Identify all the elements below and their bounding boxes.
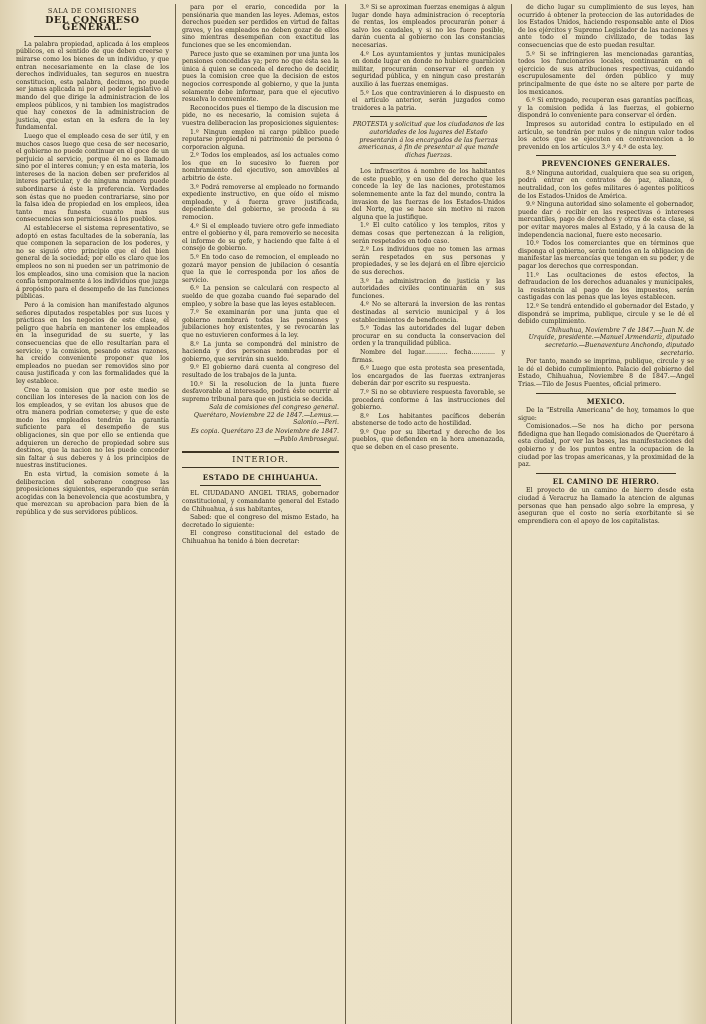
prevenciones-heading: PREVENCIONES GENERALES. [541, 159, 671, 169]
paragraph: para por el erario, concedida por la pensiónaria que manden las leyes. Ademas, estos derechos pueden ser perdidos en virtud de faltas graves, y los empleados no deben gozar de ellos sino mientras desempeñan con exactitud las funciones que se les encomiendan. [182, 4, 339, 49]
publish-line: Por tanto, mando se imprima, publique, circule y se le dé el debido cumplimiento. Palacio del gobierno del Estado, Chihuahua, Noviembre 8 de 1847.—Angel Trias.—Tilo de Jesus Fuentes, oficial primero. [518, 358, 694, 388]
column-2 [175, 4, 345, 1024]
article: 5.º En todo caso de remocion, el empleado no gozará mayor pension de jubilacion ó cesantía que la que le corresponda por los años de servicio. [182, 254, 339, 284]
paragraph: Parece justo que se examinen por una junta los pensiones concedidas ya; pero no que ésta sea la única á quien se conceda el derecho de decidir, pues la comision cree que la decision de estos negocios corresponde al gobierno, y que la junta solamente debe informar, para que el ejecutivo resuelva lo conveniente. [182, 50, 339, 104]
divider [536, 393, 676, 394]
divider [370, 116, 487, 117]
article: 7.º Se examinarán por una junta que el gobierno nombrará todas las pensiones y jubilaciones hoy existentes, y se revocarán las que no estuvieren conformes á la ley. [182, 309, 339, 339]
article: 1.º Ningun empleo ni cargo público puede reputarse propiedad ni patrimonio de persona ó corporacion alguna. [182, 128, 339, 151]
paragraph: Comisionados.—Se nos ha dicho por persona fidedigna que han llegado comisionados de Querétaro á esta ciudad, por ver las bases, las manifestaciones del gobierno y de los puntos entre la ocupacion de la ciudad por las tropas americanas, y la proximidad de la paz. [518, 423, 694, 469]
section-interior: INTERIOR. [182, 451, 339, 468]
paragraph: 5.º Los que contravinieren á lo dispuesto en el artículo anterior, serán juzgados como traidores a la patria. [352, 89, 505, 112]
paragraph: 10.º Todos los comerciantes que en términos que disponga el gobierno, serán tenidos en la obligacion de manifestar las mercancías que tengan en su poder, y de pagar los derechos que correspondan. [518, 240, 694, 270]
paragraph: 7.º Si no se obtuviere respuesta favorable, se procederá conforme á las instrucciones del gobierno. [352, 388, 505, 412]
paragraph: Reconocidos pues el tiempo de la discusion me pide, no es necesario, la comision sujeta á vuestra deliberacion las proposiciones siguientes: [182, 104, 339, 127]
section-kicker: SALA DE COMISIONES [47, 7, 138, 15]
paragraph: En esta virtud, la comision somete á la deliberacion del soberano congreso las proposiciones siguientes, esperando que serán acogidas con la benevolencia que acostumbra, y que merezcan su aprobacion para bien de la república y de sus servidores públicos. [16, 471, 169, 516]
column-1 [10, 4, 175, 1024]
paragraph: La palabra propiedad, aplicada á los empleos públicos, en el sentido de que deben creerse y mirarse como los bienes de un individuo, y que entran necesariamente en la clase de los derechos individuales, tan seguros en nuestra constitucion, esta palabra, decimos, no puede ser jamas aplicada ni por el poder legislativo al mando del que dirige la administracion de los empleos públicos, y ni tambien los magistrados que hay conexos de la administracion de justicia, que estan en la esfera de la ley fundamental. [16, 40, 169, 132]
mexico-heading: MEXICO. [586, 396, 626, 406]
article: 6.º La pension se calculará con respecto al sueldo de que gozaba cuando fué separado del empleo, y sobre la base que las leyes establecen. [182, 285, 339, 308]
paragraph: 9.º Ninguna autoridad sino solamente el gobernador, puede dar ó recibir en las respectivas ó intereses mercantiles, pago de derechos y otras de esta clase, si por evitar mayores males al Estado, y á la causa de la independencia nacional, fuere esto necesario. [518, 201, 694, 239]
column-3 [345, 4, 511, 1024]
paragraph: 4.º Los ayuntamientos y juntas municipales en donde lugar en donde no hubiere guarnicion militar, procurarán conservar el orden y seguridad pública, y en ningun caso prestarán auxilio á las fuerzas enemigas. [352, 50, 505, 88]
paragraph: 8.º Los habitantes pacíficos deberán abstenerse de todo acto de hostilidad. [352, 412, 505, 428]
article: 4.º Si el empleado tuviere otro gefe inmediato entre el gobierno y él, para removerlo se necesita el informe de su gefe, y haciendo que falte á el consejo de gobierno. [182, 222, 339, 253]
signature-block: Chihuahua, Noviembre 7 de 1847.—Juan N. de Urquide, presidente.—Manuel Armendariz, diputado secretario.—Buenaventura Anchondo, diputado secretario. [528, 326, 694, 357]
divider [536, 473, 676, 474]
column-4 [511, 4, 700, 1024]
divider [370, 163, 487, 164]
divider [34, 36, 151, 37]
paragraph: Sabed: que el congreso del mismo Estado, ha decretado lo siguiente: [182, 514, 339, 529]
paragraph: Pero á la comision han manifestado algunos señores diputados respetables por sus luces y prácticas en los negocios de este clase, el peligro que habría en mantener los empleados en la inseguridad de su suerte, y las consecuencias que de ello resultarían para el servicio; y la comision, pesando estas razones, ha creído conveniente proponer que los empleados no puedan ser removidos sino por causa justificada y con las formalidades que la ley establece. [16, 301, 169, 385]
paragraph: 8.º Ninguna autoridad, cualquiera que sea su origen, podrá entrar en contratos de paz, alianza, ó neutralidad, con los gefes militares ó agentes políticos de los Estados-Unidos de América. [518, 169, 694, 200]
paragraph: 9.º Que por su libertad y derecho de los pueblos, que defienden en la hora amenazada, que se deben en el caso presente. [352, 428, 505, 452]
paragraph: 5.º Todas las autoridades del lugar deben procurar en su conducta la conservacion del orden y la tranquilidad pública. [352, 325, 505, 348]
paragraph: Impresos su autoridad contra lo estipulado en el artículo, se tendrán por nulos y de ningun valor todos los actos que se ejecuten en contravencion a lo prevenido en los artículos 3.º y 4.º de esta ley. [518, 120, 694, 151]
date-line: Sala de comisiones del congreso general. Querétaro, Noviembre 22 de 1847.—Lemus.—Salonio.—Peri. [193, 404, 339, 427]
paragraph: De la "Estrella Americana" de hoy, tomamos lo que sigue: [518, 407, 694, 422]
governor-heading: EL CIUDADANO ANGEL TRIAS, gobernador constitucional, y comandante general del Estado de Chihuahua, á sus habitantes, [182, 490, 339, 513]
paragraph: 1.º El culto católico y los templos, ritos y demas cosas que pertenezcan á la religion, serán respetados en todo caso. [352, 222, 505, 245]
protest-heading: PROTESTA y solicitud que los ciudadanos de las autoridades de los lugares del Estado presentarán á los encargados de las fuerzas americanas, á fin de presentar al que mande dichas fuerzas. [352, 121, 505, 159]
paragraph: Los infrascritos á nombre de los habitantes de este pueblo, y en uso del derecho que les concede la ley de las naciones, protestamos solemnemente ante la faz del mundo, contra la invasion de las fuerzas de los Estados-Unidos del Norte, que se hace sin motivo ni razon alguna que la justifique. [352, 168, 505, 221]
copy-line: Es copia. Querétaro 23 de Noviembre de 1847.—Pablo Ambrosegui. [191, 428, 339, 443]
paragraph: Luego que el empleado cesa de ser útil, y en muchos casos luego que cesa de ser necesario, el gobierno no puede continuar en el goce de un perjuicio al servicio, porque él no es llamado sino por el interes comun; y en esta materia, los intereses de la nacion deben ser preferidos al interes particular, y de ninguna manera puede subordinarse á éste la preferencia. Verdades son éstas que no pueden contrariarse, sino por la falsa idea de propiedad en los empleos, idea tanto mas funesta cuanto mas sus consecuencias son perniciosas á los pueblos. [16, 132, 169, 224]
divider [200, 485, 321, 486]
article: 9.º El gobierno dará cuenta al congreso del resultado de los trabajos de la junta. [182, 364, 339, 379]
paragraph: 2.º Los individuos que no tomen las armas serán respetados en sus personas y propiedades, y se les dejará en el libre ejercicio de sus derechos. [352, 246, 505, 276]
state-heading: ESTADO DE CHIHUAHUA. [202, 472, 319, 482]
paragraph: 3.º La administracion de justicia y las autoridades civiles continuarán en sus funciones. [352, 277, 505, 300]
paragraph: 12.º Se tendrá entendido el gobernador del Estado, y dispondrá se imprima, publique, circule y se le dé el debido cumplimiento. [518, 302, 694, 326]
paragraph: Cree la comision que por este medio se concilian los intereses de la nacion con los de los empleados, y se evitan los abusos que de otra manera podrian cometerse; y que de este modo los empleados tendrán la garantía suficiente para el desempeño de sus obligaciones, sin que por ello se entienda que adquieren un derecho de propiedad sobre sus destinos, que la nacion no les puede conceder sin faltar á sus deberes y á los principios de nuestras instituciones. [16, 386, 169, 470]
paragraph: 3.º Si se aproximan fuerzas enemigas á algun lugar donde haya administracion ó receptoría de rentas, los empleados procurarán poner á salvo los caudales, y si no les fuere posible, darán cuenta al gobierno con las constancias necesarias. [352, 4, 505, 49]
railway-heading: EL CAMINO DE HIERRO. [552, 476, 660, 486]
article: 10.º Si la resolucion de la junta fuere desfavorable al interesado, podrá éste ocurrir al supremo tribunal para que en justicia se decida. [182, 380, 339, 403]
paragraph: El proyecto de un camino de hierro desde esta ciudad á Veracruz ha llamado la atencion de algunas personas que han pensado algo sobre la empresa, y aseguran que el costo no sería exorbitante si se emprendiera con el apoyo de los capitalistas. [518, 487, 694, 525]
section-title: DEL CONGRESO GENERAL. [45, 14, 140, 34]
article: 2.º Todos los empleados, así los actuales como los que en lo sucesivo lo fueren por nombramiento del ejecutivo, son amovibles al arbitrio de éste. [182, 152, 339, 183]
paragraph: 4.º No se alterará la inversion de las rentas destinadas al servicio municipal y á los establecimientos de beneficencia. [352, 301, 505, 324]
paragraph: 5.º Si se infringieren las mencionadas garantías, todos los funcionarios locales, continuarán en el ejercicio de sus atribuciones respectivas, cuidando escrupulosamente del órden público y muy principalmente de que éste no se altere por parte de los mexicanos. [518, 50, 694, 96]
article: 8.º La junta se compondrá del ministro de hacienda y dos personas nombradas por el gobierno, que servirán sin sueldo. [182, 340, 339, 363]
paragraph: Al establecerse el sistema representativo, se adoptó en estas facultades de la soberanía, las que componen la separacion de los poderes, y no se siguió otro principio que el del bien general de la sociedad; por ello es claro que los empleos no son ni pueden ser un patrimonio de los empleados, sino una comision que la nacion confía temporalmente á los individuos que juzga á propósito para el desempeño de las funciones públicas. [16, 225, 169, 301]
place-line: Nombre del lugar............ fecha............ y firmas. [352, 348, 505, 364]
paragraph: 11.º Las ocultaciones de estos efectos, la defraudacion de los derechos aduanales y municipales, la resistencia al pago de los impuestos, serán castigadas con las penas que las leyes establecen. [518, 271, 694, 302]
paragraph: El congreso constitucional del estado de Chihuahua ha tenido á bien decretar: [182, 530, 339, 545]
divider [536, 155, 676, 156]
paragraph: 6.º Luego que esta protesta sea presentada, los encargados de las fuerzas extranjeras deberán dar por escrito su respuesta. [352, 365, 505, 388]
paragraph: de dicho lugar su cumplimiento de sus leyes, han ocurrido á obtener la proteccion de las autoridades de los Estados Unidos, haciendo responsable ante el Dios de los ejércitos y Supremo Legislador de las naciones y ante todo el mundo civilizado, de todas las consecuencias que de esto puedan resultar. [518, 4, 694, 49]
paragraph: 6.º Si entregado, recuperan esas garantías pacíficas, y la comision pedida á las fuerzas, el gobierno dispondrá lo conveniente para conservar el órden. [518, 97, 694, 120]
article: 3.º Podrá removerse al empleado no formando expediente instructivo, en que oído el mismo empleado, y á fuerza grave justificada, dependiente del gobierno, se proceda á su remocion. [182, 183, 339, 222]
